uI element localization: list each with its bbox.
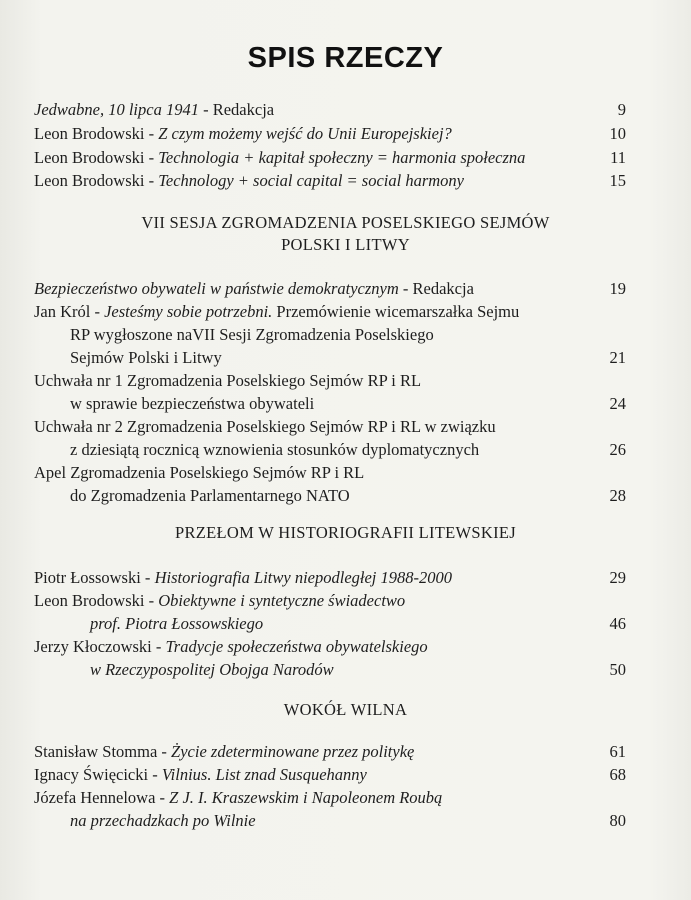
entry-page: 29 [609,568,626,587]
entry-title-line2: do Zgromadzenia Parlamentarnego NATO [70,486,350,505]
entry-title: Uchwała nr 2 Zgromadzenia Poselskiego Sejmów RP i RL w związku [34,417,496,436]
toc-entry-apel-line2 [70,485,626,507]
section-heading-sesja: VII SESJA ZGROMADZENIA POSELSKIEGO SEJMÓW [141,213,550,232]
entry-title: Uchwała nr 1 Zgromadzenia Poselskiego Sejmów RP i RL [34,371,422,390]
entry-page: 10 [609,124,626,143]
toc-entry-hennelowa [34,787,626,809]
entry-title-line2: na przechadzkach po Wilnie [70,811,256,830]
toc-entry-krol-line2 [70,324,626,346]
entry-page: 24 [609,394,626,413]
entry-page: 50 [609,660,626,679]
entry-page: 21 [609,348,626,367]
entry-title-line3: Sejmów Polski i Litwy [70,348,222,367]
toc-entry-apel [34,462,626,484]
entry-page: 11 [610,148,626,167]
section-heading-historiografia: PRZEŁOM W HISTORIOGRAFII LITEWSKIEJ [175,523,516,542]
entry-author: Leon Brodowski - [34,148,159,167]
toc-entry-uchwala2 [34,416,626,438]
entry-suffix: - Redakcja [398,279,474,298]
entry-author: Leon Brodowski - [34,171,159,190]
entry-title-line2: z dziesiątą rocznicą wznowienia stosunków dyplomatycznych [70,440,480,459]
entry-title-line2: w sprawie bezpieczeństwa obywateli [70,394,315,413]
entry-page: 26 [609,440,626,459]
entry-title-line2: RP wygłoszone naVII Sesji Zgromadzenia Poselskiego [70,325,434,344]
entry-title: Vilnius. List znad Susquehanny [161,765,367,784]
entry-title: Życie zdeterminowane przez politykę [171,742,415,761]
entry-suffix: - Redakcja [198,100,275,119]
entry-title: Jesteśmy sobie potrzebni. [104,302,273,321]
entry-title: Z czym możemy wejść do Unii Europejskiej? [158,124,452,143]
entry-title: Z J. I. Kraszewskim i Napoleonem Roubą [169,788,443,807]
entry-title: Technologia + kapitał społeczny = harmonia społeczna [158,148,526,167]
toc-entry-hennelowa-line2 [70,810,626,832]
entry-page: 68 [609,765,626,784]
toc-entry-lossowski [34,567,626,589]
entry-author: Jan Król - [34,302,105,321]
entry-author: Leon Brodowski - [34,124,159,143]
entry-title: Jedwabne, 10 lipca 1941 [34,100,199,119]
toc-entry-jedwabne [34,99,626,121]
toc-entry-uchwala1-line2 [70,393,626,415]
toc-entry-krol-line3 [70,347,626,369]
entry-title: Historiografia Litwy niepodległej 1988-2000 [154,568,453,587]
toc-entry-technologia [34,147,626,169]
toc-entry-swiecicki [34,764,626,786]
entry-author: Józefa Hennelowa - [34,788,170,807]
entry-title-line2: w Rzeczypospolitej Obojga Narodów [90,660,334,679]
toc-entry-brodowski-swiadectwo-line2 [90,613,626,635]
entry-author: Stanisław Stomma - [34,742,172,761]
entry-page: 28 [609,486,626,505]
entry-title-rest: Przemówienie wicemarszałka Sejmu [272,302,520,321]
entry-title: Tradycje społeczeństwa obywatelskiego [165,637,428,656]
entry-title: Apel Zgromadzenia Poselskiego Sejmów RP i RL [34,463,365,482]
entry-author: Piotr Łossowski - [34,568,155,587]
entry-title: Obiektywne i syntetyczne świadectwo [158,591,406,610]
toc-entry-stomma [34,741,626,763]
entry-title: Bezpieczeństwo obywateli w państwie demokratycznym [34,279,399,298]
entry-page: 46 [609,614,626,633]
entry-author: Ignacy Święcicki - [34,765,162,784]
page-title: SPIS RZECZY [247,42,444,74]
toc-entry-krol [34,301,626,323]
toc-entry-kloczowski [34,636,626,658]
entry-page: 19 [609,279,626,298]
entry-title: Technology + social capital = social harmony [158,171,465,190]
toc-entry-uchwala1 [34,370,626,392]
entry-title-line2: prof. Piotra Łossowskiego [90,614,264,633]
entry-page: 61 [609,742,626,761]
entry-author: Leon Brodowski - [34,591,159,610]
entry-page: 15 [609,171,626,190]
toc-entry-bezpieczenstwo [34,278,626,300]
entry-author: Jerzy Kłoczowski - [34,637,166,656]
section-heading-wilno: WOKÓŁ WILNA [283,700,408,719]
entry-page: 9 [617,100,626,119]
toc-entry-kloczowski-line2 [90,659,626,681]
toc-entry-uchwala2-line2 [70,439,626,461]
toc-entry-unia [34,123,626,145]
toc-entry-technology [34,170,626,192]
toc-entry-brodowski-swiadectwo [34,590,626,612]
entry-page: 80 [609,811,626,830]
section-heading-sesja-line2: POLSKI I LITWY [281,235,410,254]
